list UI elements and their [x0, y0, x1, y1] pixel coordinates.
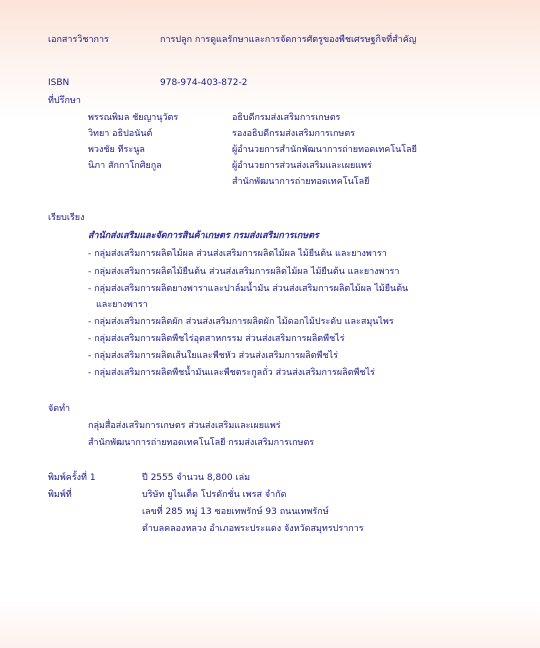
advisor-name: พรรณพิมล ชัยญานุวัตร: [88, 113, 179, 123]
producer-label: จัดทำ: [48, 404, 71, 414]
advisor-role: ผู้อำนวยการสำนักพัฒนาการถ่ายทอดเทคโนโลยี: [232, 145, 417, 155]
author-item: - กลุ่มส่งเสริมการผลิตผัก ส่วนส่งเสริมการผลิตผัก ไม้ดอกไม้ประดับ และสมุนไพร: [88, 317, 394, 327]
author-item: - กลุ่มส่งเสริมการผลิตไม้ยืนต้น ส่วนส่งเสริมการผลิตไม้ผล ไม้ยืนต้น และยางพารา: [88, 267, 400, 277]
author-item: - กลุ่มส่งเสริมการผลิตพืชไร่อุตสาหกรรม ส่วนส่งเสริมการผลิตพืชไร่: [88, 334, 345, 344]
doc-title: การปลูก การดูแลรักษาและการจัดการศัตรูของพืชเศรษฐกิจที่สำคัญ: [160, 35, 417, 45]
producer-line: สำนักพัฒนาการถ่ายทอดเทคโนโลยี กรมส่งเสริมการเกษตร: [88, 438, 315, 448]
printer-line: เลขที่ 285 หมู่ 13 ซอยเทพรักษ์ 93 ถนนเทพรักษ์: [142, 507, 329, 517]
isbn-label: ISBN: [48, 78, 70, 88]
printer-label: พิมพ์ที่: [48, 490, 72, 500]
authors-org: สำนักส่งเสริมและจัดการสินค้าเกษตร กรมส่งเสริมการเกษตร: [88, 231, 319, 241]
advisor-role: สำนักพัฒนาการถ่ายทอดเทคโนโลยี: [232, 177, 370, 187]
advisor-role: ผู้อำนวยการส่วนส่งเสริมและเผยแพร่: [232, 161, 372, 171]
printer-line: บริษัท ยูไนเต็ด โปรดักชั่น เพรส จำกัด: [142, 490, 287, 500]
advisor-name: พวงชัย ทีระนูล: [88, 145, 145, 155]
print1-value: ปี 2555 จำนวน 8,800 เล่ม: [142, 473, 251, 483]
advisors-label: ที่ปรึกษา: [48, 96, 81, 106]
advisor-name: วิทยา อธิปอนันต์: [88, 129, 153, 139]
author-item-continued: และยางพารา: [96, 300, 148, 310]
advisor-name: นิภา สักกาโกศิยกูล: [88, 161, 162, 171]
isbn-value: 978-974-403-872-2: [160, 78, 248, 88]
printer-line: ตำบลคลองหลวง อำเภอพระประแดง จังหวัดสมุทรปราการ: [142, 524, 364, 534]
advisor-role: รองอธิบดีกรมส่งเสริมการเกษตร: [232, 129, 356, 139]
author-item: - กลุ่มส่งเสริมการผลิตยางพาราและปาล์มน้ำมัน ส่วนส่งเสริมการผลิตไม้ผล ไม้ยืนต้น: [88, 284, 409, 294]
print1-label: พิมพ์ครั้งที่ 1: [48, 473, 96, 483]
authors-label: เรียบเรียง: [48, 213, 85, 223]
producer-line: กลุ่มสื่อส่งเสริมการเกษตร ส่วนส่งเสริมและเผยแพร่: [88, 421, 281, 431]
author-item: - กลุ่มส่งเสริมการผลิตเส้นใยและพืชหัว ส่วนส่งเสริมการผลิตพืชไร่: [88, 351, 338, 361]
author-item: - กลุ่มส่งเสริมการผลิตพืชน้ำมันและพืชตระกูลถั่ว ส่วนส่งเสริมการผลิตพืชไร่: [88, 368, 375, 378]
doc-label: เอกสารวิชาการ: [48, 35, 109, 45]
author-item: - กลุ่มส่งเสริมการผลิตไม้ผล ส่วนส่งเสริมการผลิตไม้ผล ไม้ยืนต้น และยางพารา: [88, 249, 387, 259]
advisor-role: อธิบดีกรมส่งเสริมการเกษตร: [232, 113, 341, 123]
